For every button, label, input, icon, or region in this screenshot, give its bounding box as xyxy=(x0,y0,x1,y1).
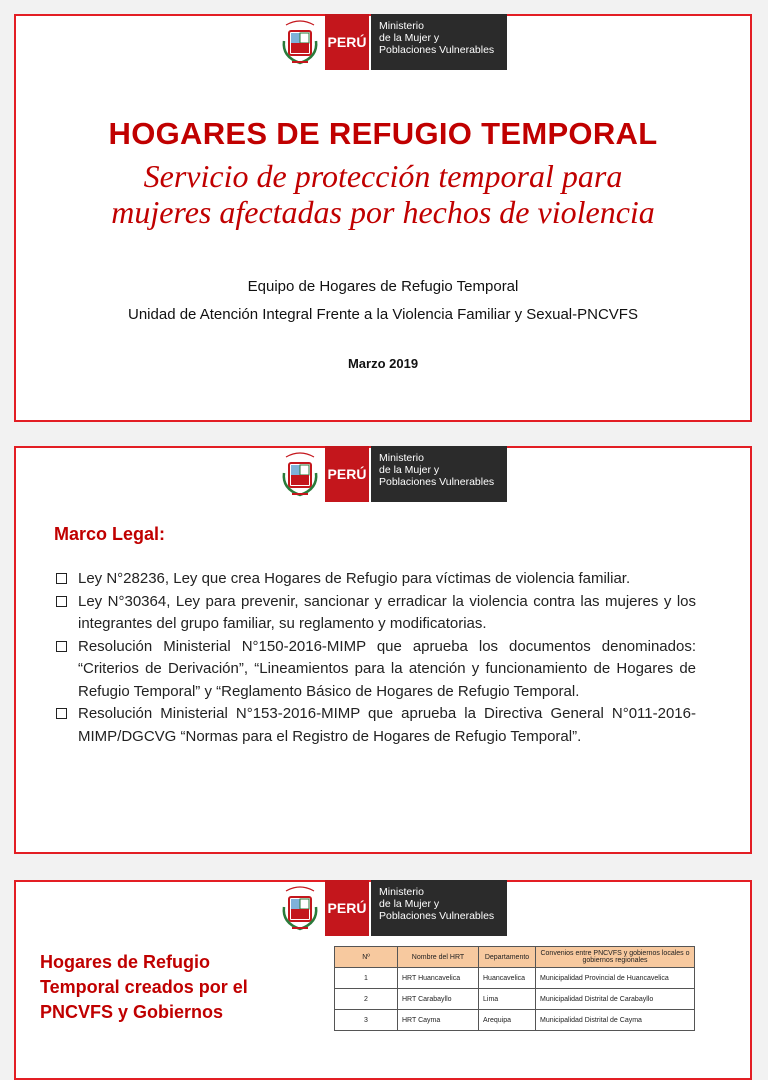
list-item: Resolución Ministerial N°150-2016-MIMP que aprueba los documentos denominados: “Criterios de Derivación”, “Lineamientos para la atención y funcionamiento de Hogares de Refugio Temporal” y “Reglamento Básico de Hogares de Refugio Temporal. xyxy=(54,636,696,704)
ministry-name: Ministerio de la Mujer y Poblaciones Vulnerables xyxy=(371,880,507,936)
table-row: 2 HRT Carabayllo Lima Municipalidad Distrital de Carabayllo xyxy=(335,989,695,1010)
checkbox-bullet-icon xyxy=(56,641,67,652)
table-header: Convenios entre PNCVFS y gobiernos locales o gobiernos regionales xyxy=(536,947,695,968)
peru-label: PERÚ xyxy=(325,880,369,936)
peru-crest-icon xyxy=(279,446,321,502)
list-item: Ley N°30364, Ley para prevenir, sancionar y erradicar la violencia contra las mujeres y los integrantes del grupo familiar, su reglamento y modificatorias. xyxy=(54,591,696,636)
section-title: Marco Legal: xyxy=(54,524,166,544)
peru-label: PERÚ xyxy=(325,14,369,70)
team-name: Equipo de Hogares de Refugio Temporal xyxy=(247,278,519,295)
peru-crest-icon xyxy=(279,880,321,936)
ministry-logo xyxy=(279,446,507,502)
page-title: HOGARES DE REFUGIO TEMPORAL xyxy=(108,116,658,151)
slide-1 xyxy=(14,14,752,422)
list-item: Resolución Ministerial N°153-2016-MIMP que aprueba la Directiva General N°011-2016-MIMP/DGCVG “Normas para el Registro de Hogares de Refugio Temporal”. xyxy=(54,703,696,748)
peru-label: PERÚ xyxy=(325,446,369,502)
table-row: 3 HRT Cayma Arequipa Municipalidad Distrital de Cayma xyxy=(335,1010,695,1031)
unit-name: Unidad de Atención Integral Frente a la Violencia Familiar y Sexual-PNCVFS xyxy=(128,306,638,323)
table-header: Departamento xyxy=(479,947,536,968)
ministry-name: Ministerio de la Mujer y Poblaciones Vulnerables xyxy=(371,14,507,70)
section-title: Hogares de Refugio Temporal creados por el PNCVFS y Gobiernos xyxy=(40,952,248,1022)
subtitle: Servicio de protección temporal para mujeres afectadas por hechos de violencia xyxy=(111,158,655,230)
table-header: Nombre del HRT xyxy=(398,947,479,968)
checkbox-bullet-icon xyxy=(56,708,67,719)
date-label: Marzo 2019 xyxy=(347,356,419,371)
slide-2 xyxy=(14,446,752,854)
peru-crest-icon xyxy=(279,14,321,70)
slide-3 xyxy=(14,880,752,1080)
hrt-table xyxy=(334,946,695,1031)
table-row: 1 HRT Huancavelica Huancavelica Municipalidad Provincial de Huancavelica xyxy=(335,968,695,989)
checkbox-bullet-icon xyxy=(56,573,67,584)
ministry-logo xyxy=(279,880,507,936)
ministry-name: Ministerio de la Mujer y Poblaciones Vulnerables xyxy=(371,446,507,502)
list-item: Ley N°28236, Ley que crea Hogares de Refugio para víctimas de violencia familiar. xyxy=(54,568,696,591)
table-header: Nº xyxy=(335,947,398,968)
legal-list xyxy=(54,568,696,748)
ministry-logo xyxy=(279,14,507,70)
checkbox-bullet-icon xyxy=(56,596,67,607)
